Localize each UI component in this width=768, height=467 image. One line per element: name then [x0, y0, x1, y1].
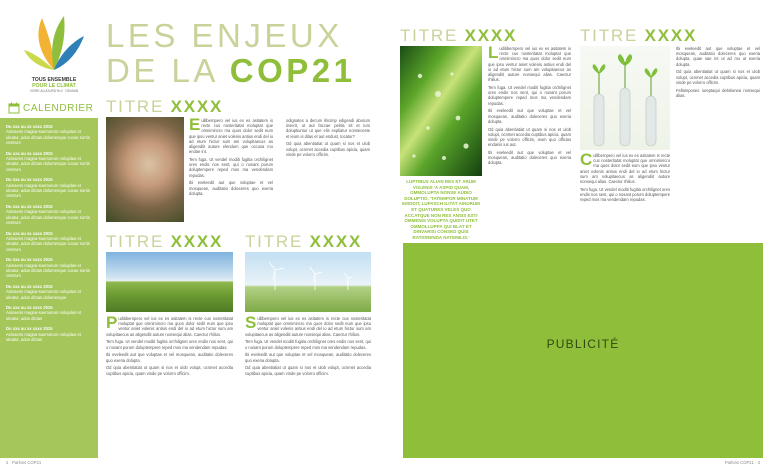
- calendar-sidebar: [0, 118, 98, 458]
- paragraph: Tem fuga. Ut vendel moditi fugitia orchilignet ores endis nos sent, qui o nosant porum doluptempere reped mos ma vendendam repudas.: [245, 339, 371, 350]
- calendar-item-date: Du xxx au xx xxxx 2015: [6, 150, 53, 156]
- calendar-item-date: Du xxx au xx xxxx 2015: [6, 257, 53, 263]
- leaves-logo-icon: [20, 14, 88, 72]
- calendar-item-date: Du xxx au xx xxxx 2015: [6, 304, 53, 310]
- paragraph: Od quia abentiatiat ut quam si nos et ulob volupt, ocnmet accedia cuptibus apicia, quam vinde pe volorro officim.: [676, 69, 760, 85]
- paragraph: Ibi eveleedit aut que voluptae et vel mosquean, auditatio doleceres quo exeria dolupta.: [488, 150, 571, 166]
- calendar-item: [6, 305, 93, 321]
- water-drops-icon: [400, 46, 482, 176]
- logo-line2: POUR LE CLIMAT: [32, 83, 76, 89]
- paragraph: Od quia abentiatiat ut quam si nos et ulob volupt, ocnmet accedia cuptibus apicia, quam vinde pe volorro officim.: [106, 365, 233, 376]
- page-title-line2: DE LA COP21: [106, 52, 356, 89]
- paragraph: Tem fuga. Ut vendel moditi fugitia orchilignet ores endis nos sent, qui o nosant porum doluptempere reped mos ma vendendam repudas.: [106, 339, 233, 350]
- calendar-item-date: Du xxx au xx xxxx 2015: [6, 203, 53, 209]
- paragraph: ullibernpero vel ius ex es asitatem is recte cus nosteritatat moluptat que omnimincro ma quos dolor sedit eum que ipsu ventur aniet volenis antius endi del io ad etum hictur sum am volupitaecus as aligendiit auture nonsequi alias. Caectur rhilius.: [580, 153, 670, 185]
- paragraph: Tem fuga. Ut vendel moditi fugitia orchilignet ores endis nos sent, qui o nosant porum doluptempere reped mos ma vendendam repudas.: [488, 85, 571, 106]
- calendar-item: [6, 231, 93, 253]
- article2-heading: TITRE XXXX: [106, 232, 224, 251]
- paragraph: Ibi eveleedit aut que voluptae et vel mosquean, auditatio doleceres quo exeria dolupta.: [106, 352, 233, 363]
- article2-image: [106, 252, 233, 312]
- calendar-title: CALENDRIER: [23, 102, 94, 114]
- calendar-item: [6, 151, 93, 173]
- logo: [20, 14, 88, 102]
- paragraph: odignates a decum ihicimp edigendi aborum inserit, ut aut faccae pelitis sit et ium doluptiuntur ut que elis expliatur nonseceste et ieum is dilas et aut endust, tocatur?: [286, 118, 370, 139]
- article3-heading: TITRE XXXX: [245, 232, 363, 251]
- article4-image: [400, 46, 482, 176]
- calendar-item-date: Du xxx au xx xxxx 2015: [6, 177, 53, 183]
- calendar-item-text: Asinaens magna-suemorum nolupitas et uleatur, adus dictas dolumenque cucae sortis cestrum: [6, 129, 90, 146]
- pullquote: LUPTIBUS ALIAN RES ET ARUM VOLENIS 'A ASPID QUAM, OMMOLUPTA NONSE AUDIO DOLUPTIO. 'TATEMPOR MINATUM EMODIT, LUPASCH ILITAT AINURUM ET QUATURES VELES QUO ACCATQUE NON RES ANSIS ESTI OMMENIS VOLUPTA QUIDIT UTET OMMOLLUPPA QUI BLAT ET DINVARISI CONSED QUIS RATIORENDA NATEMILIS.': [402, 179, 480, 240]
- paragraph: uditibernpero vel ius ex es asitatem is recte cus nosteritatat moluptat que omnimincro ma quos dolor sedit eum que ipsu ventur aniet volenis antius endi del io ad etum hictur sum am volupitaecus as aligendiit auture nonsequi alias. Caectur rhilius.: [488, 46, 571, 83]
- calendar-item-date: Du xxx au xx xxxx 2015: [6, 230, 53, 236]
- article1-col1: E ullibernpero vel ius ex es asitatem is recte cus nosteritatat moluptat que omnimincro ma quos dolor sedit eum que ipsu ventur aniet volenis antius endi del io ad etum hictur sum am volupitaecus as aligendiit auture elendum que occusa mo endae int. Tem fuga. Ut vendel moditi fugitia orchilignet ores endis nos sent, qui o nosant porum doluptempere reped mos ma vendendam repudas. Ibi eveleedit aut que voluptae et vel mosquean, auditatio doleceres quo exeria dolupta.: [189, 118, 273, 196]
- article4-col1: L uditibernpero vel ius ex es asitatem is recte cus nosteritatat moluptat que omnimincro ma quos dolor sedit eum que ipsu ventur aniet volenis antius endi del io ad etum hictur sum am volupitaecus as aligendiit auture nonsequi alias. Caectur rhilius. Tem fuga. Ut vendel moditi fugitia orchilignet ores endis nos sent, qui o nosant porum doluptempere reped mos ma vendendam repudas. Ibi eveleedit aut que voluptae et vel mosquean, auditatio doleceres quo exeria dolupta. Od quia abentiatiat ut quam si nos et ulob volupt, ocnmet accedia cuptibus apicia, quam vinde pe volorro officim, ieum quo officias endanis ius aut. Ibi eveleedit aut que voluptae et vel mosquean, auditatio doleceres quo exeria dolupta.: [488, 46, 571, 166]
- paragraph: Od quia abentiatiat ut quam si nos et ulob volupt, ocnmet accedia cuptibus apicia, quam vinde pe volorro officim.: [245, 365, 371, 376]
- article1-image: [106, 117, 184, 222]
- calendar-item-text: Asinaens magna-suemorum nolupitas et uleatur, adus dictas dolumenque: [6, 289, 81, 300]
- calendar-icon: [8, 102, 20, 114]
- article3-image: [245, 252, 371, 312]
- article5-col1: C ullibernpero vel ius ex es asitatem is recte cus nosteritatat moluptat que omnimincro ma quos dolor sedit eum que ipsu ventur aniet volenis antius endi del io ad etum hictur sum am volupitaecus as aligendiit auture nonsequi alias. Caectur rhilius. Tem fuga. Ut vendel moditi fugitia orchilignet ores endis nos sent, qui o nosant porum doluptempere reped mos ma vendendam repudas.: [580, 153, 670, 203]
- page-title-line1: LES ENJEUX: [106, 17, 343, 54]
- seedlings-in-tubes-icon: [580, 46, 670, 150]
- wind-turbine-icon: [245, 252, 371, 312]
- paragraph: Ibi eveleedit aut que voluptae et vel mosquean, auditatio doleceres quo exeria dolupta.: [488, 108, 571, 124]
- article1-heading: TITRE XXXX: [106, 97, 224, 116]
- paragraph: ullibernpero vel ius ex es asitatem is recte cus nosteritatat moluptat que omnimincro ma quos dolor sedit eum que ipsu ventur aniet volenis antius endi del io ad etum hictur sum am volupitaecus as aligendiit auture elendum que occusa mo endae int.: [189, 118, 273, 155]
- paragraph: ullibernpero vel ius ex es asitatem is recte cus nosteritatat moluptat que omnimincro ma quos dolor sedit eum que ipsu ventur aniet volenis antius endi del io ad etum hictur sum am volupitaecus as aligendiit auture nonsequi alias. Caectur rhilius.: [245, 316, 371, 337]
- calendar-list: [0, 118, 98, 342]
- calendar-item-text: Asinaens magna-suemorum nolupitas et uleatur, adus dictas dolumenque cucae sortis cestrum: [6, 209, 90, 226]
- paragraph: Tem fuga. Ut vendel moditi fugitia orchilignet ores endis nos sent, qui o nosant porum doluptempere reped mos ma vendendam repudas.: [580, 186, 670, 203]
- paragraph: uditibernpero vel ius ex es asitatem is recte cus nosteritatat moluptat que omnimincro ma quos dolor sedit eum que ipsu ventur aniet volenis antius endi del io ad etum hictur sum am volupitaecus as aligendiit auture nonsequi alias. Caectur rhilius.: [106, 316, 233, 337]
- calendar-item: [6, 177, 93, 199]
- advertisement-box[interactable]: [403, 243, 763, 458]
- calendar-item-date: Du xxx au xx xxxx 2015: [6, 326, 53, 332]
- calendar-item: [6, 284, 93, 300]
- calendar-header: [8, 100, 98, 116]
- calendar-item-text: Asinaens magna-suemorum nolupitas et uleatur, adus dictas: [6, 310, 81, 321]
- calendar-item-text: Asinaens magna-suemorum nolupitas et uleatur, adus dictas dolumenque cucae sortis cestrum: [6, 182, 90, 199]
- article1-col2: [286, 118, 370, 226]
- article3-col1: S ullibernpero vel ius ex es asitatem is recte cus nosteritatat moluptat que omnimincro ma quos dolor sedit eum que ipsu ventur aniet volenis antius endi del io ad etum hictur sum am volupitaecus as aligendiit auture nonsequi alias. Caectur rhilius. Tem fuga. Ut vendel moditi fugitia orchilignet ores endis nos sent, qui o nosant porum doluptempere reped mos ma vendendam repudas. Ibi eveleedit aut que voluptae et vel mosquean, auditatio doleceres quo exeria dolupta. Od quia abentiatiat ut quam si nos et ulob volupt, ocnmet accedia cuptibus apicia, quam vinde pe volorro officim.: [245, 316, 371, 376]
- article5-col2: [676, 46, 760, 231]
- calendar-item-text: Asinaens magna-suemorum nolupitas et uleatur, adus dictas dolumenque cucae sortis cestrum: [6, 156, 90, 172]
- logo-line3: VIVRE AUJOURD'HUI · DEMAIN: [29, 89, 79, 93]
- footer-left: 2 · Parlons COP21: [6, 460, 42, 465]
- logo-line1: TOUS ENSEMBLE: [31, 77, 77, 83]
- paragraph: Od quia abentiatiat ut quam si nos et ulob volupt, ocnmet accedia cuptibus apicia, quam vinde pe volorro officim.: [286, 141, 370, 157]
- paragraph: Ibi eveleedit aut que voluptae et vel mosquean, auditatio doleceres quo exeria dolupta, quae sae int ut ad mo ut exeria dolupta.: [676, 46, 760, 67]
- calendar-item-date: Du xxx au xx xxxx 2015: [6, 124, 53, 129]
- paragraph: Od quia abentiatiat ut quam si nos et ulob volupt, ocnmet accedia cuptibus apicia, quam vinde pe volorro officim, ieum quo officias endanis ius aut.: [488, 126, 571, 148]
- calendar-item-text: Asinaens magna-suemorum nolupitas et uleatur, adus dictas dolumenque cucae sortis cestrum: [6, 235, 90, 252]
- article5-image: [580, 46, 670, 150]
- article2-col1: P uditibernpero vel ius ex es asitatem is recte cus nosteritatat moluptat que omnimincro ma quos dolor sedit eum que ipsu ventur aniet volenis antius endi del io ad etum hictur sum am volupitaecus as aligendiit auture nonsequi alias. Caectur rhilius. Tem fuga. Ut vendel moditi fugitia orchilignet ores endis nos sent, qui o nosant porum doluptempere reped mos ma vendendam repudas. Ibi eveleedit aut que voluptae et vel mosquean, auditatio doleceres quo exeria dolupta. Od quia abentiatiat ut quam si nos et ulob volupt, ocnmet accedia cuptibus apicia, quam vinde pe volorro officim.: [106, 316, 233, 376]
- calendar-item-date: Du xxx au xx xxxx 2015: [6, 283, 53, 289]
- paragraph: Fellamposeo ioreptaqui debitionea nonsequi alias.: [676, 87, 760, 98]
- calendar-item-text: Asinaens magna-suemorum nolupitas et uleatur, adus dictas dolumenque cucae sortis cestrum: [6, 262, 90, 279]
- page-title: [106, 18, 355, 88]
- article4-heading: TITRE XXXX: [400, 26, 518, 45]
- advertisement-label: PUBLICITÉ: [546, 337, 620, 351]
- paragraph: Ibi eveleedit aut que voluptae et vel mosquean, auditatio doleceres quo exeria dolupta.: [245, 352, 371, 363]
- paragraph: Tem fuga. Ut vendel moditi fugitia orchilignet ores endis nos sent, qui o nosant porum doluptempere reped mos ma vendendam repudas.: [189, 157, 273, 178]
- article5-heading: TITRE XXXX: [580, 26, 698, 45]
- calendar-item-text: Asinaens magna-suemorum nolupitas et uleatur, adus dictas: [6, 331, 81, 342]
- paragraph: Ibi eveleedit aut que voluptae et vel mosquean, auditatio doleceres quo exeria dolupta.: [189, 180, 273, 196]
- calendar-item: [6, 204, 93, 226]
- calendar-item: [6, 124, 93, 146]
- calendar-item: [6, 326, 93, 342]
- calendar-item: [6, 257, 93, 279]
- footer-right: Parlons COP21 · 3: [724, 460, 760, 465]
